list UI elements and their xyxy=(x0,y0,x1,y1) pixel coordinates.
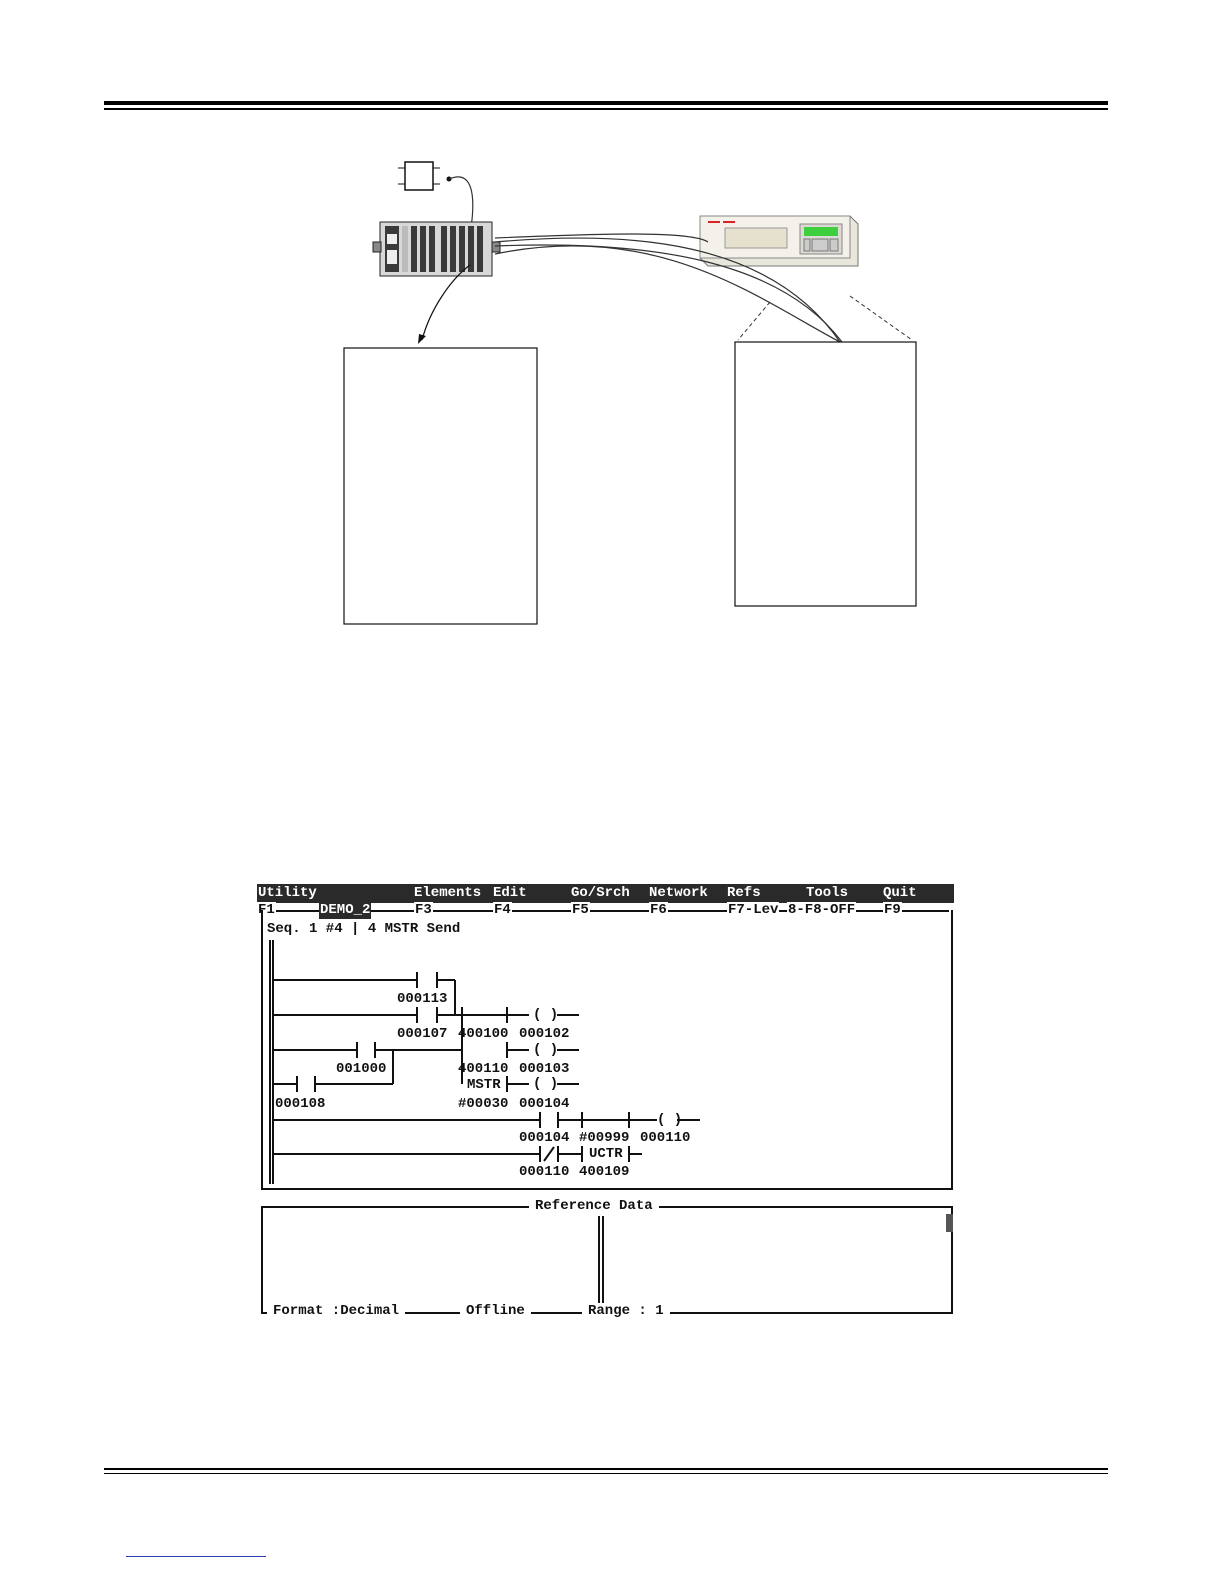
contact-label: 000113 xyxy=(397,991,448,1007)
footer-link-underline[interactable] xyxy=(126,1556,266,1557)
coil-label: 000104 xyxy=(519,1096,570,1112)
module-icon xyxy=(398,162,452,190)
coil-symbol: ( ) xyxy=(657,1112,683,1128)
plc-rack-icon xyxy=(373,222,500,276)
status-offline: Offline xyxy=(460,1303,531,1319)
format-label: Format :Decimal xyxy=(267,1303,405,1319)
coil-label: 000110 xyxy=(640,1130,691,1146)
contact-label: 400100 xyxy=(458,1026,509,1042)
fkey-f5[interactable]: F5 xyxy=(572,902,589,918)
fkey-f8-off[interactable]: 8-F8-OFF xyxy=(788,902,856,918)
header-rule-thin xyxy=(104,108,1108,110)
contact-label: 000104 xyxy=(519,1130,570,1146)
coil-symbol: ( ) xyxy=(533,1042,559,1058)
menu-quit[interactable]: Quit xyxy=(883,885,917,901)
contact-label: 000107 xyxy=(397,1026,448,1042)
menu-refs[interactable]: Refs xyxy=(727,885,761,901)
fkey-program-name[interactable]: DEMO_2 xyxy=(320,902,371,918)
mstr-block-label: MSTR xyxy=(467,1077,501,1093)
reference-data-title: Reference Data xyxy=(529,1198,659,1214)
ladder-editor-screenshot xyxy=(257,884,955,1324)
fkey-f1[interactable]: F1 xyxy=(258,902,275,918)
mstr-length-label: #00030 xyxy=(458,1096,509,1112)
contact-label: 400110 xyxy=(458,1061,509,1077)
segment-title: Seq. 1 #4 | 4 MSTR Send xyxy=(267,921,461,937)
contact-label: 001000 xyxy=(336,1061,387,1077)
footer-rule-thick xyxy=(104,1468,1108,1470)
fkey-f3[interactable]: F3 xyxy=(415,902,432,918)
counter-register-label: 400109 xyxy=(579,1164,630,1180)
contact-label: 000110 xyxy=(519,1164,570,1180)
contact-label: 000108 xyxy=(275,1096,326,1112)
menu-network[interactable]: Network xyxy=(649,885,708,901)
right-box xyxy=(735,342,916,606)
menu-tools[interactable]: Tools xyxy=(806,885,849,901)
coil-label: 000102 xyxy=(519,1026,570,1042)
coil-symbol: ( ) xyxy=(533,1076,559,1092)
counter-preset-label: #00999 xyxy=(579,1130,630,1146)
menu-go-search[interactable]: Go/Srch xyxy=(571,885,630,901)
fkey-f4[interactable]: F4 xyxy=(494,902,511,918)
reference-panel-dividers xyxy=(257,884,955,1324)
coil-label: 000103 xyxy=(519,1061,570,1077)
menu-edit[interactable]: Edit xyxy=(493,885,527,901)
network-diagram xyxy=(330,150,950,640)
uctr-block-label: UCTR xyxy=(589,1146,623,1162)
menu-utility[interactable]: Utility xyxy=(258,885,317,901)
left-box xyxy=(344,348,537,624)
fkey-f7-level[interactable]: F7-Lev xyxy=(728,902,779,918)
scrollbar-thumb xyxy=(946,1214,953,1232)
header-rule-thick xyxy=(104,101,1108,105)
coil-symbol: ( ) xyxy=(533,1007,559,1023)
menu-elements[interactable]: Elements xyxy=(414,885,482,901)
footer-rule-thin xyxy=(104,1473,1108,1474)
range-label: Range : 1 xyxy=(582,1303,670,1319)
fkey-f9[interactable]: F9 xyxy=(884,902,901,918)
fkey-f6[interactable]: F6 xyxy=(650,902,667,918)
